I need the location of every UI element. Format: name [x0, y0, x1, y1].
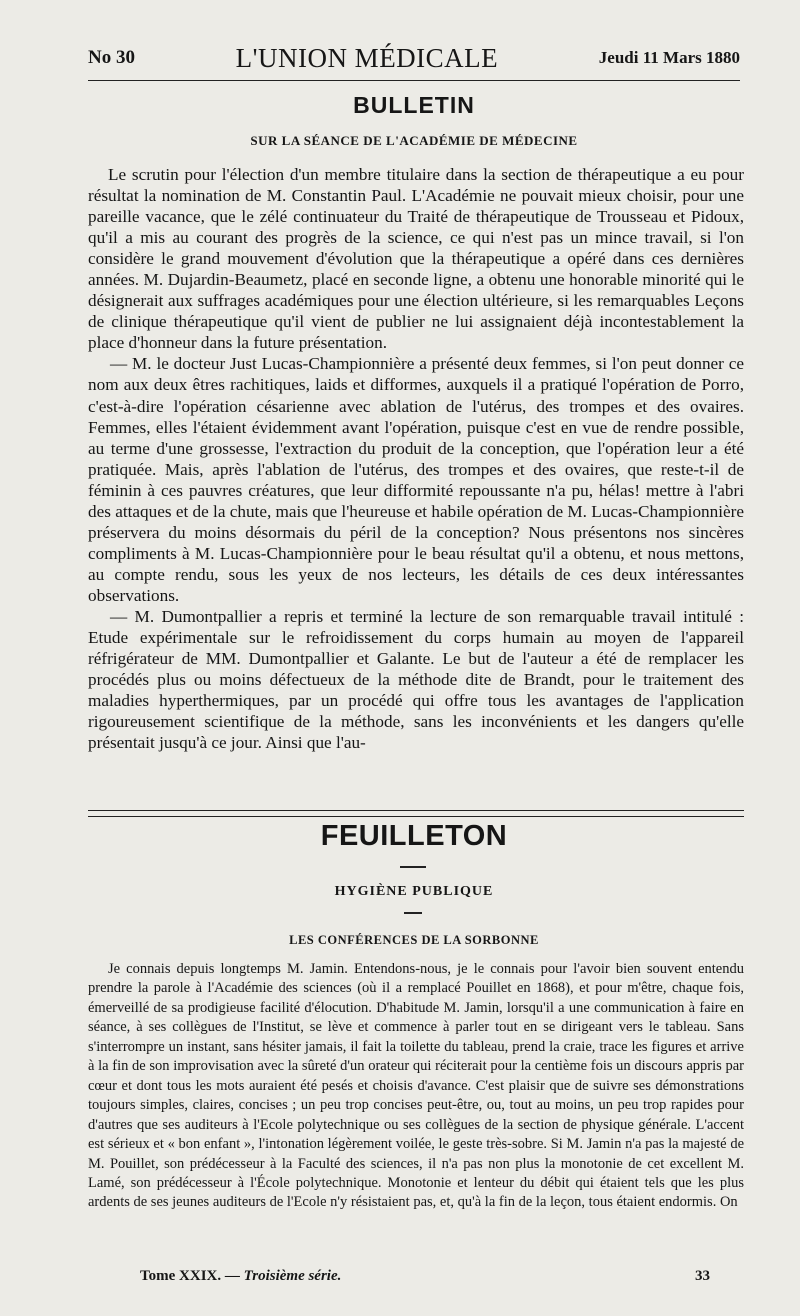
title-dash [400, 866, 426, 868]
bulletin-body [88, 164, 744, 753]
bulletin-paragraph-3: — M. Dumontpallier a repris et terminé la lecture de son remarquable travail intitulé : Etude expérimentale sur le refroidissement du corps humain au moyen de l'appareil réfrigérateur de MM. Dumontpallier et Galante. Le but de l'auteur a été de remplacer les procédés plus ou moins défectueux de la méthode dite de Brandt, pour le traitement des maladies hyperthermiques, par un procédé qui offre tous les avantages de l'application rigoureusement scientifique de la méthode, sans les inconvénients et les dangers qu'elle présentait jusqu'à ce jour. Ainsi que l'au- [88, 606, 744, 753]
page-header [88, 40, 740, 76]
section-dash [404, 912, 422, 914]
header-rule [88, 80, 740, 81]
page-number: 33 [695, 1268, 710, 1284]
issue-number: No 30 [88, 47, 135, 68]
series-label: Troisième série. [243, 1268, 342, 1284]
bulletin-subtitle: SUR LA SÉANCE DE L'ACADÉMIE DE MÉDECINE [250, 133, 578, 148]
section-double-rule [88, 810, 744, 817]
bulletin-title: BULLETIN [353, 92, 475, 118]
feuilleton-title: FEUILLETON [320, 820, 508, 852]
volume-info [140, 1268, 341, 1288]
bulletin-paragraph-2: — M. le docteur Just Lucas-Championnière a présenté deux femmes, si l'on peut donner ce nom aux deux êtres rachitiques, laids et difformes, auxquels il a pratiqué l'opération de Porro, c'est-à-dire l'opération césarienne avec ablation de l'utérus, des trompes et des ovaires. Femmes, elles l'étaient évidemment avant l'opération, puisque c'est en vue de rendre possible, au terme d'une grossesse, l'extraction du produit de la conception, que l'opération leur a été pratiquée. Mais, après l'ablation de l'utérus, des trompes et des ovaires, que reste-t-il de féminin à ces pauvres créatures, que leur difformité repoussante n'a pu, hélas! mettre à l'abri des attaques et de la chute, mais que l'heureuse et habile opération de M. Lucas-Championnière préservera du moins désormais du péril de la conception? Nous présentons nos sincères compliments à M. Lucas-Championnière pour le beau résultat qu'il a obtenu, et nous mettons, au compte rendu, sous les yeux de nos lecteurs, les détails de ces deux intéressantes observations. [88, 354, 744, 605]
volume-label: Tome XXIX. — [140, 1268, 240, 1284]
article-title: LES CONFÉRENCES DE LA SORBONNE [289, 933, 539, 947]
journal-title: L'UNION MÉDICALE [235, 42, 499, 73]
bulletin-paragraph-1: Le scrutin pour l'élection d'un membre titulaire dans la section de thérapeutique a eu pour résultat la nomination de M. Constantin Paul. L'Académie ne pouvait mieux choisir, pour une pareille vacance, que le zélé continuateur du Traité de thérapeutique de Trousseau et Pidoux, qu'il a mis au courant des progrès de la science, ce qui n'est pas un mince travail, si l'on considère le grand mouvement d'évolution que la thérapeutique a opéré dans ces dernières années. M. Dujardin-Beaumetz, placé en seconde ligne, a obtenu une honorable minorité qui le désignerait aux suffrages académiques pour une élection ultérieure, si les remarquables Leçons de clinique thérapeutique qu'il vient de publier ne lui assignaient déjà incontestablement la place d'honneur dans la future présentation. [88, 165, 744, 353]
feuilleton-section: HYGIÈNE PUBLIQUE [334, 884, 494, 899]
issue-date: Jeudi 11 Mars 1880 [598, 48, 740, 67]
feuilleton-body [88, 960, 744, 1213]
page-footer [140, 1268, 710, 1288]
feuilleton-paragraph: Je connais depuis longtemps M. Jamin. Entendons-nous, je le connais pour l'avoir bien souvent entendu prendre la parole à l'Académie des sciences (où il a remplacé Pouillet en 1868), et pour m'être, chaque fois, émerveillé de sa prodigieuse facilité d'élocution. D'habitude M. Jamin, lorsqu'il a une communication à faire en séance, à ses collègues de l'Institut, se lève et commence à parler tout en se dirigeant vers le tableau. Sans s'interrompre un instant, sans hésiter jamais, il fait la toilette du tableau, prend la craie, trace les figures et arrive à la fin de son improvisation avec la sûreté d'un orateur qui réciterait pour la centième fois un discours appris par cœur et dont tous les mots auraient été pesés et choisis d'avance. C'est plaisir que de suivre ses démonstrations toujours simples, claires, concises ; un peu trop concises peut-être, ou, tout au moins, un peu trop rapides pour d'autres que ses auditeurs à l'Ecole polytechnique ou ses collègues de la section de physique générale. L'accent est sérieux et « bon enfant », l'intonation légèrement voilée, le geste très-sobre. Si M. Jamin n'a pas la majesté de M. Pouillet, son prédécesseur à la Faculté des sciences, il n'a pas non plus la monotonie de cet excellent M. Lamé, son prédécesseur à l'École polytechnique. Monotonie et lenteur du débit qui étaient tels que les plus ardents de ses jeunes auditeurs de l'Ecole n'y résistaient pas, et, qu'à la fin de la leçon, tous étaient endormis. On [88, 961, 744, 1211]
